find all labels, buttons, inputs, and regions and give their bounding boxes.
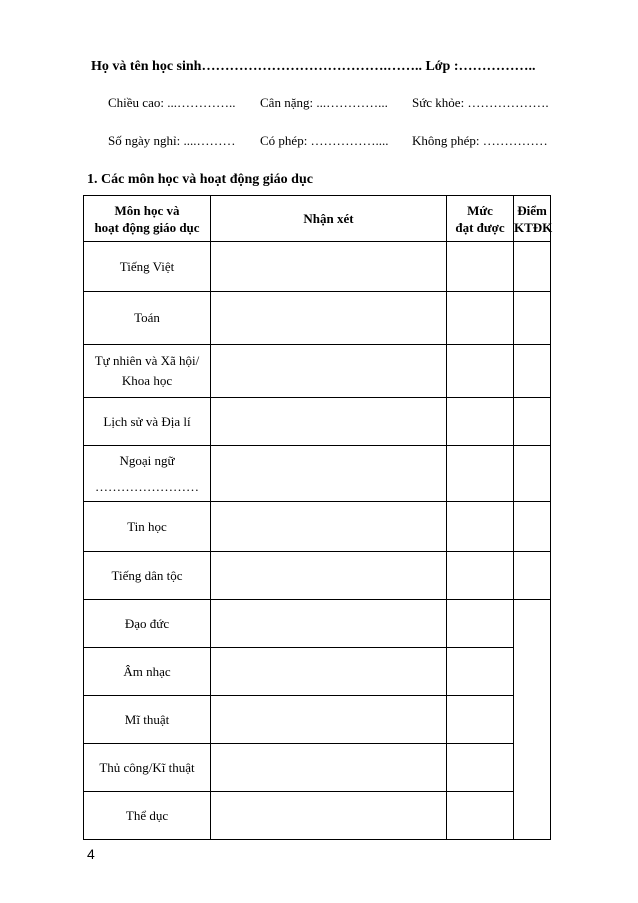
table-row <box>84 398 551 446</box>
table-row <box>84 792 551 840</box>
score-cell[interactable] <box>514 552 551 600</box>
table-row <box>84 292 551 345</box>
table-header-row <box>84 196 551 242</box>
header-score-line1: Điểm <box>517 202 547 218</box>
comment-cell[interactable] <box>211 744 447 792</box>
score-cell[interactable] <box>514 502 551 552</box>
table-row <box>84 744 551 792</box>
level-cell[interactable] <box>447 242 514 292</box>
subject-line1: Tự nhiên và Xã hội/ <box>94 353 200 368</box>
unexcused-field: Không phép: …………… <box>412 133 548 148</box>
score-cell[interactable] <box>514 345 551 398</box>
subject-cell: Đạo đức <box>84 600 211 648</box>
days-off-field: Số ngày nghỉ: ....……… <box>108 133 236 148</box>
comment-cell[interactable] <box>211 502 447 552</box>
header-subject-line1: Môn học và <box>114 202 180 218</box>
level-cell[interactable] <box>447 552 514 600</box>
score-cell[interactable] <box>514 242 551 292</box>
subject-cell: Tin học <box>84 502 211 552</box>
subject-cell <box>84 446 211 502</box>
comment-cell[interactable] <box>211 792 447 840</box>
header-subject-line2: hoạt động giáo dục <box>94 219 200 235</box>
subject-cell <box>84 345 211 398</box>
comment-cell[interactable] <box>211 398 447 446</box>
subject-cell: Lịch sử và Địa lí <box>84 398 211 446</box>
comment-cell[interactable] <box>211 696 447 744</box>
score-cell[interactable] <box>514 292 551 345</box>
table-row <box>84 600 551 648</box>
header-score-line2: KTĐK <box>514 219 553 235</box>
header-comment: Nhận xét <box>211 196 447 242</box>
table-row <box>84 242 551 292</box>
height-field: Chiều cao: ...………….. <box>108 95 236 110</box>
subject-cell: Mĩ thuật <box>84 696 211 744</box>
subject-cell: Tiếng Việt <box>84 242 211 292</box>
header-subject <box>84 196 211 242</box>
score-cell[interactable] <box>514 398 551 446</box>
comment-cell[interactable] <box>211 345 447 398</box>
header-level-line2: đạt được <box>455 219 505 235</box>
table-row <box>84 552 551 600</box>
excused-field: Có phép: …………….... <box>260 133 389 148</box>
header-level-line1: Mức <box>467 202 493 218</box>
comment-cell[interactable] <box>211 242 447 292</box>
subject-line2: …………………… <box>95 478 199 494</box>
comment-cell[interactable] <box>211 648 447 696</box>
level-cell[interactable] <box>447 600 514 648</box>
subject-cell: Thủ công/Kĩ thuật <box>84 744 211 792</box>
student-name-class-line: Họ và tên học sinh………………………………….…….. Lớp :…………….. <box>91 59 536 74</box>
table-row <box>84 345 551 398</box>
subject-cell: Âm nhạc <box>84 648 211 696</box>
header-score <box>514 196 551 242</box>
score-cell[interactable] <box>514 446 551 502</box>
subject-line2: Khoa học <box>121 373 173 388</box>
table-row <box>84 696 551 744</box>
subject-cell: Tiếng dân tộc <box>84 552 211 600</box>
comment-cell[interactable] <box>211 292 447 345</box>
table-row <box>84 446 551 502</box>
level-cell[interactable] <box>447 648 514 696</box>
header-level <box>447 196 514 242</box>
subject-line1: Ngoại ngữ <box>119 452 175 468</box>
subject-cell: Thể dục <box>84 792 211 840</box>
comment-cell[interactable] <box>211 552 447 600</box>
comment-cell[interactable] <box>211 446 447 502</box>
subject-cell: Toán <box>84 292 211 345</box>
level-cell[interactable] <box>447 792 514 840</box>
section-title: 1. Các môn học và hoạt động giáo dục <box>87 172 313 187</box>
level-cell[interactable] <box>447 502 514 552</box>
level-cell[interactable] <box>447 696 514 744</box>
health-field: Sức khỏe: ………………. <box>412 95 549 110</box>
table-row <box>84 502 551 552</box>
table-row <box>84 648 551 696</box>
level-cell[interactable] <box>447 744 514 792</box>
level-cell[interactable] <box>447 345 514 398</box>
page-number: 4 <box>87 846 95 862</box>
level-cell[interactable] <box>447 446 514 502</box>
level-cell[interactable] <box>447 398 514 446</box>
weight-field: Cân nặng: ...…………... <box>260 95 388 110</box>
score-cell-merged <box>514 600 551 840</box>
subjects-table <box>83 195 551 840</box>
comment-cell[interactable] <box>211 600 447 648</box>
level-cell[interactable] <box>447 292 514 345</box>
